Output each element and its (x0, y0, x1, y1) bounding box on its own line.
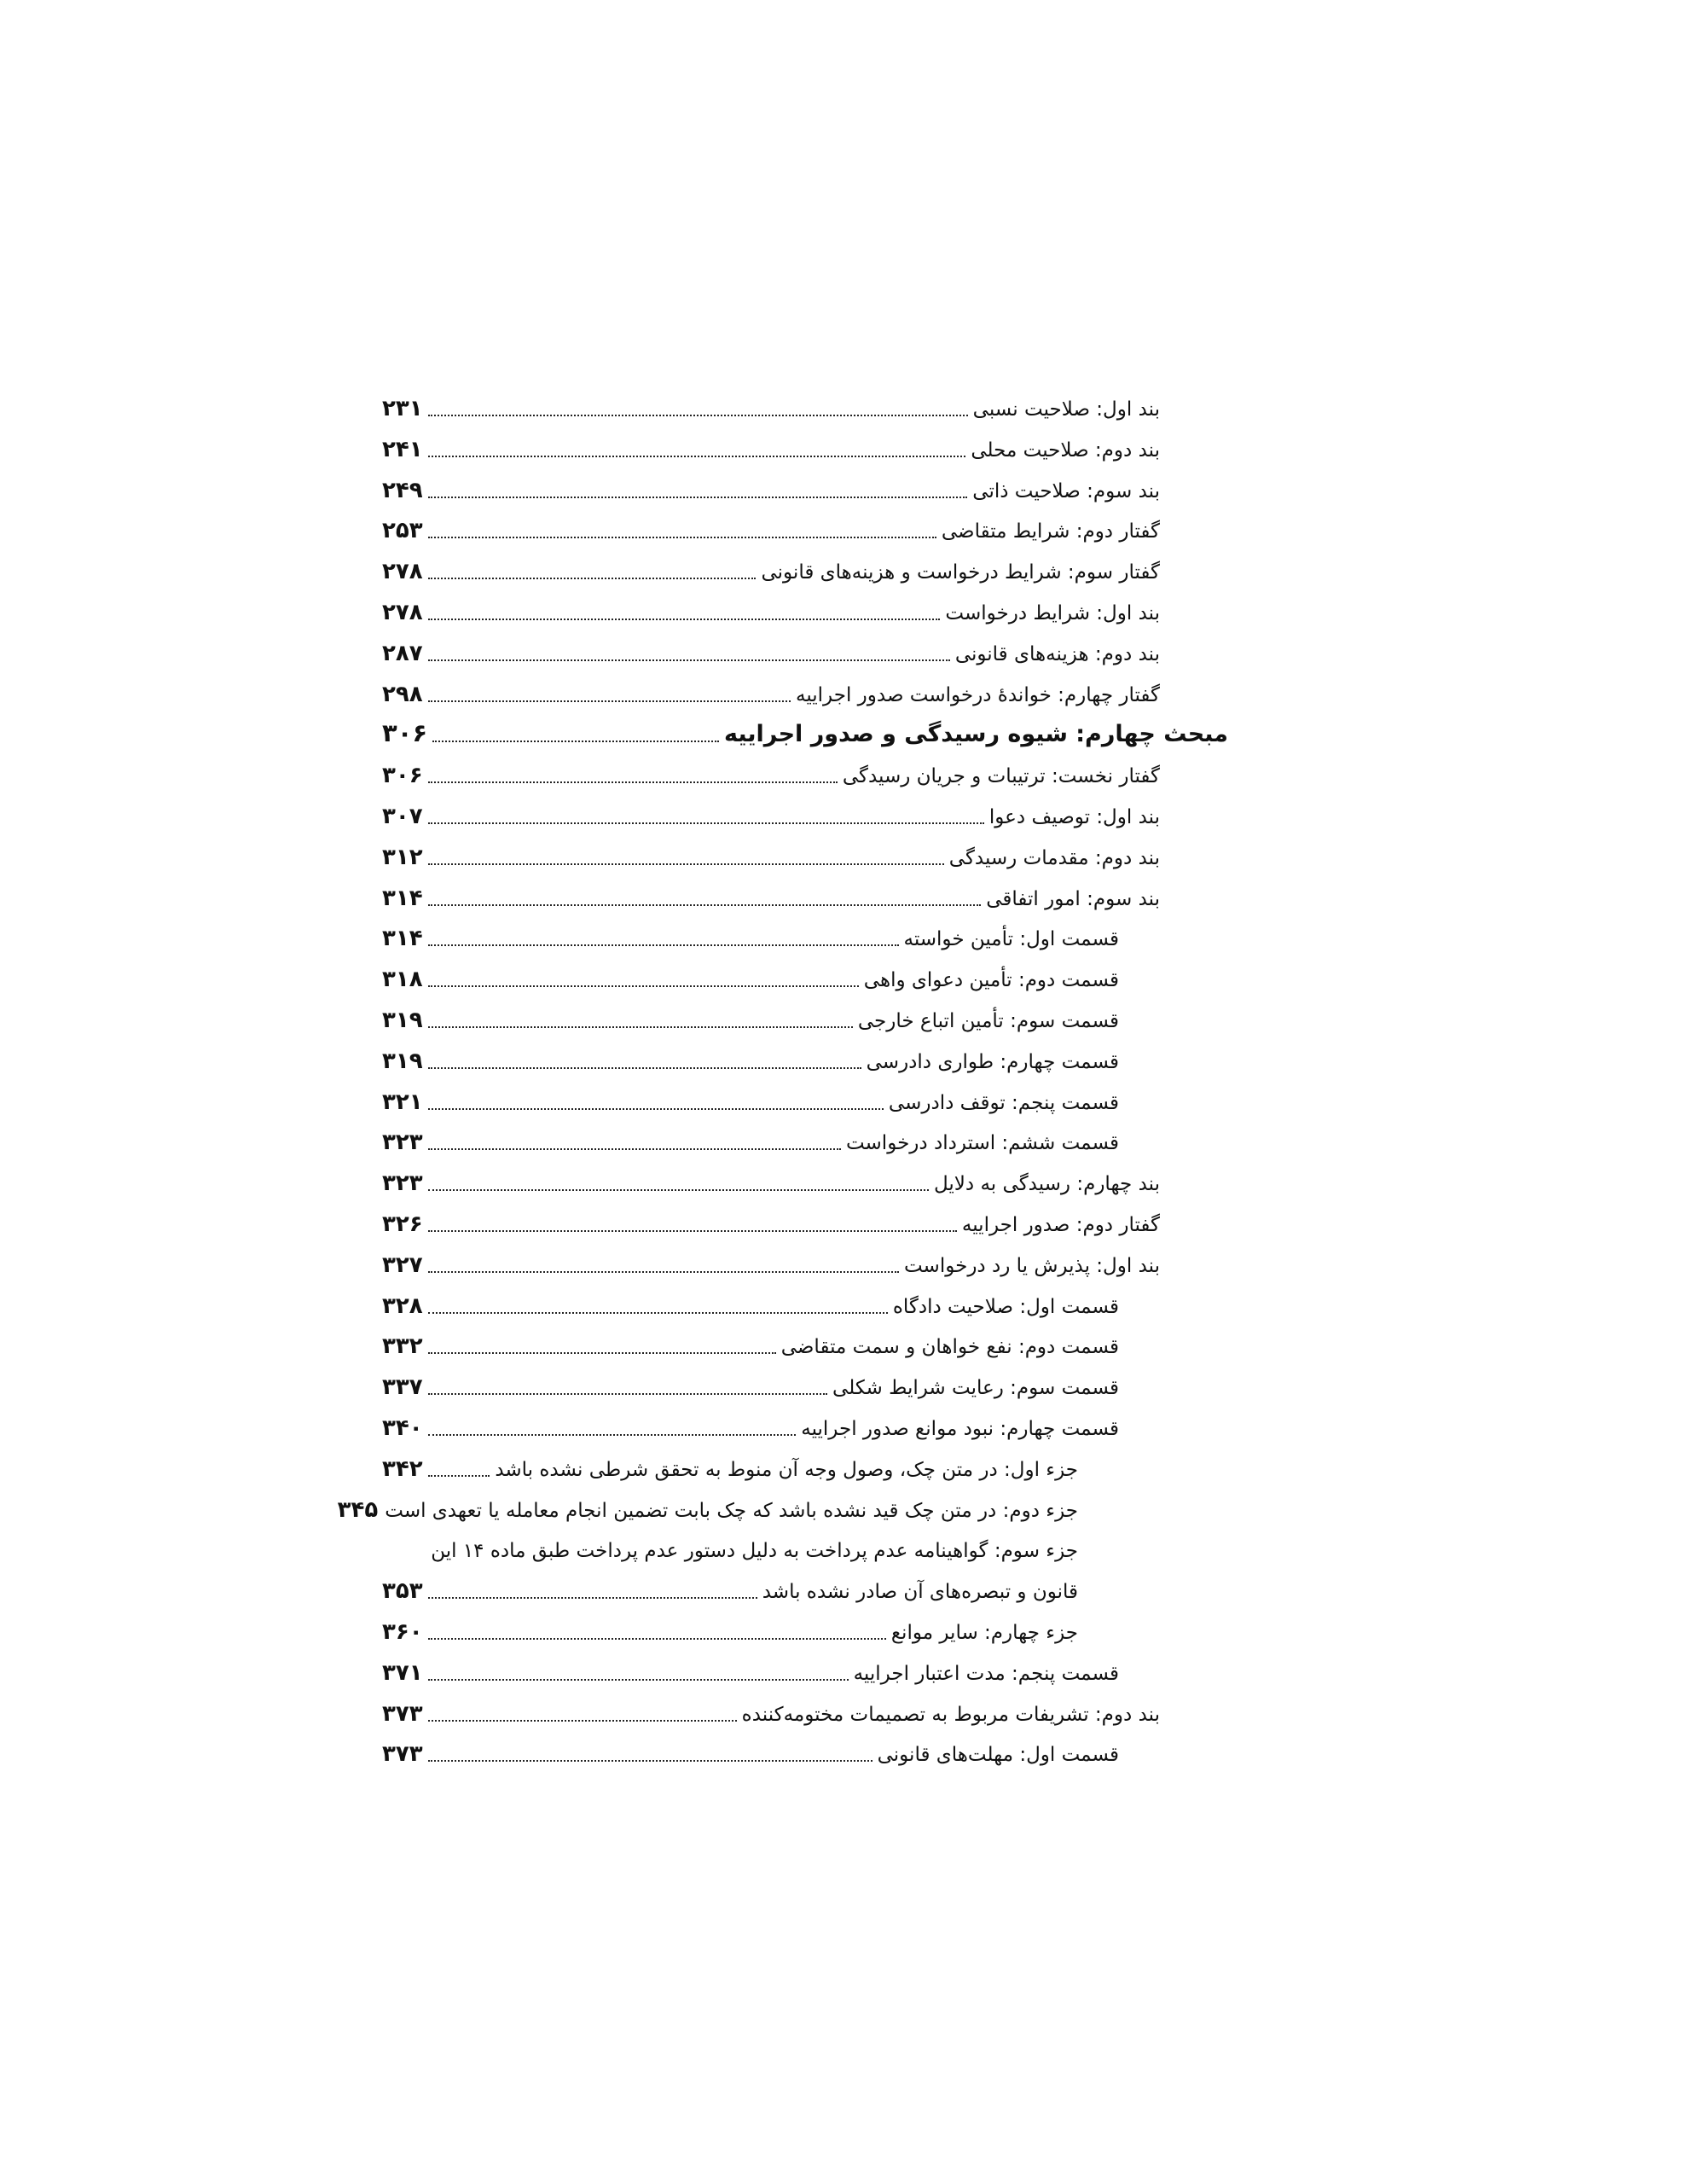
toc-entry-page: ۳۰۶ (382, 762, 423, 788)
toc-entry (382, 551, 1160, 585)
toc-entry (382, 1245, 1160, 1279)
toc-entry-page: ۳۲۷ (382, 1252, 423, 1278)
toc-entry-page: ۳۷۳ (382, 1700, 423, 1727)
toc-entry (382, 510, 1160, 544)
toc-entry-page: ۳۱۴ (382, 925, 423, 951)
toc-entry-title: قسمت اول: صلاحیت دادگاه (892, 1296, 1119, 1319)
toc-entry (382, 1286, 1119, 1320)
toc-entry-page: ۳۱۹ (382, 1048, 423, 1074)
dot-leader (432, 741, 719, 742)
toc-entry-title: جزء چهارم: سایر موانع (890, 1622, 1078, 1645)
toc-entry-title: بند دوم: مقدمات رسیدگی (948, 847, 1160, 870)
toc-entry (382, 959, 1119, 993)
toc-entry-page: ۳۴۵ (337, 1496, 379, 1523)
toc-entry-title: جزء اول: در متن چک، وصول وجه آن منوط به تحقق شرطی نشده باشد (495, 1459, 1078, 1482)
toc-entry-title: مبحث چهارم: شیوه رسیدگی و صدور اجراییه (724, 720, 1228, 747)
toc-entry-title: بند دوم: تشریفات مربوط به تصمیمات مختومه‌کننده (741, 1704, 1160, 1727)
toc-entry (382, 1082, 1119, 1116)
toc-entry-page: ۳۶۰ (382, 1618, 423, 1645)
toc-entry-title: جزء سوم: گواهینامه عدم پرداخت به دلیل دستور عدم پرداخت طبق ماده ۱۴ این (431, 1540, 1078, 1563)
toc-entry-title: قسمت ششم: استرداد درخواست (845, 1132, 1119, 1155)
dot-leader (428, 1679, 849, 1681)
toc-entry-title: بند سوم: امور اتفاقی (986, 888, 1160, 911)
toc-entry (382, 1041, 1119, 1075)
toc-entry (382, 1734, 1119, 1768)
toc-entry-title: قانون و تبصره‌های آن صادر نشده باشد (762, 1581, 1078, 1604)
toc-entry-page: ۳۱۹ (382, 1007, 423, 1033)
toc-entry-title: قسمت اول: تأمین خواسته (903, 928, 1119, 951)
toc-entry (382, 1122, 1119, 1156)
dot-leader (428, 1475, 490, 1477)
toc-entry-page: ۳۴۲ (382, 1455, 423, 1482)
toc-entry-page: ۳۲۱ (382, 1089, 423, 1115)
dot-leader (428, 1148, 841, 1150)
toc-entry (382, 1204, 1160, 1238)
toc-entry-title: بند سوم: صلاحیت ذاتی (972, 480, 1160, 503)
toc-entry-page: ۲۷۸ (382, 599, 423, 625)
toc-entry-page: ۲۳۱ (382, 395, 423, 421)
toc-entry (382, 755, 1160, 789)
toc-entry-title: بند اول: پذیرش یا رد درخواست (903, 1255, 1160, 1278)
toc-entry-title: بند اول: شرایط درخواست (945, 602, 1160, 625)
toc-entry (382, 674, 1160, 708)
dot-leader (428, 456, 966, 457)
toc-entry (382, 1612, 1078, 1646)
dot-leader (428, 415, 968, 416)
dot-leader (428, 1108, 884, 1110)
dot-leader (428, 497, 968, 498)
toc-entry-page: ۳۵۳ (382, 1577, 423, 1604)
dot-leader (428, 1312, 888, 1314)
toc-entry (382, 837, 1160, 871)
dot-leader (428, 1760, 872, 1762)
toc-entry-page: ۲۷۸ (382, 558, 423, 584)
dot-leader (428, 1271, 899, 1273)
toc-entry (382, 1693, 1160, 1728)
toc-entry-page: ۳۰۷ (382, 803, 423, 829)
toc-entry-title: بند چهارم: رسیدگی به دلایل (933, 1173, 1160, 1196)
dot-leader (428, 619, 941, 620)
dot-leader (428, 1026, 853, 1028)
toc-entry-title: قسمت چهارم: نبود موانع صدور اجراییه (801, 1418, 1119, 1441)
toc-entry-title: گفتار نخست: ترتیبات و جریان رسیدگی (842, 765, 1160, 788)
toc-entry-page: ۲۴۱ (382, 436, 423, 462)
toc-entry-title: قسمت اول: مهلت‌های قانونی (877, 1744, 1119, 1767)
toc-entry-page: ۲۸۷ (382, 640, 423, 666)
toc-entry-title: قسمت پنجم: مدت اعتبار اجراییه (853, 1663, 1119, 1686)
toc-entry-page: ۳۲۸ (382, 1292, 423, 1319)
toc-entry-page: ۳۱۸ (382, 966, 423, 992)
dot-leader (428, 904, 982, 906)
toc-entry (382, 1163, 1160, 1197)
toc-entry (382, 470, 1160, 504)
toc-entry (382, 429, 1160, 463)
toc-entry-title: گفتار دوم: صدور اجراییه (961, 1214, 1160, 1237)
toc-entry (337, 1490, 1078, 1524)
toc-entry-title: گفتار دوم: شرایط متقاضی (941, 520, 1160, 543)
toc-entry-page: ۲۴۹ (382, 477, 423, 503)
toc-entry-title: گفتار چهارم: خواندهٔ درخواست صدور اجراییه (795, 684, 1160, 707)
toc-entry (382, 1653, 1119, 1687)
toc-entry (382, 592, 1160, 626)
dot-leader (428, 659, 950, 661)
toc-entry-title: بند اول: صلاحیت نسبی (972, 398, 1160, 421)
toc-entry-page: ۳۱۴ (382, 885, 423, 911)
toc-entry-page: ۳۱۲ (382, 844, 423, 870)
dot-leader (428, 1720, 737, 1722)
toc-entry-page: ۳۷۳ (382, 1740, 423, 1767)
toc-entry (382, 714, 1228, 748)
dot-leader (428, 1393, 827, 1395)
toc-entry-title: قسمت دوم: نفع خواهان و سمت متقاضی (780, 1336, 1119, 1359)
dot-leader (428, 985, 859, 987)
dot-leader (428, 700, 791, 702)
toc-entry-title: قسمت دوم: تأمین دعوای واهی (863, 969, 1119, 992)
dot-leader (428, 1638, 886, 1640)
toc-entry-page: ۳۲۶ (382, 1211, 423, 1237)
toc-entry-page: ۳۷۱ (382, 1659, 423, 1686)
dot-leader (428, 1067, 861, 1069)
dot-leader (428, 1597, 757, 1599)
toc-entry-page: ۳۳۲ (382, 1333, 423, 1359)
toc-entry-title: بند دوم: صلاحیت محلی (971, 439, 1160, 462)
toc-entry (382, 1000, 1119, 1034)
toc-entry (382, 1571, 1078, 1605)
toc-entry-page: ۲۵۳ (382, 517, 423, 543)
dot-leader (428, 1189, 929, 1191)
toc-entry-title: گفتار سوم: شرایط درخواست و هزینه‌های قانونی (761, 561, 1160, 584)
dot-leader (428, 537, 936, 538)
toc-entry (382, 1367, 1119, 1401)
toc-entry-page: ۳۲۳ (382, 1170, 423, 1196)
toc-entry (382, 1326, 1119, 1360)
dot-leader (428, 1434, 797, 1436)
toc-entry (382, 388, 1160, 422)
toc-entry-page: ۳۳۷ (382, 1374, 423, 1400)
dot-leader (428, 944, 899, 946)
toc-entry-title: قسمت چهارم: طواری دادرسی (866, 1051, 1119, 1074)
toc-entry (382, 918, 1119, 952)
toc-entry-page: ۳۴۰ (382, 1414, 423, 1441)
dot-leader (428, 578, 757, 579)
dot-leader (428, 1352, 776, 1354)
toc-entry (382, 633, 1160, 667)
toc-entry-title: جزء دوم: در متن چک قید نشده باشد که چک بابت تضمین انجام معامله یا تعهدی است (385, 1500, 1078, 1523)
dot-leader (428, 781, 838, 783)
toc-entry-page: ۳۰۶ (382, 718, 428, 748)
toc-entry (382, 1449, 1078, 1483)
toc-entry-page: ۲۹۸ (382, 681, 423, 707)
toc-entry (382, 878, 1160, 912)
dot-leader (428, 863, 944, 865)
toc-entry (382, 1408, 1119, 1442)
toc-entry (382, 1530, 1078, 1564)
toc-entry-title: بند دوم: هزینه‌های قانونی (954, 643, 1160, 666)
toc-entry-title: قسمت سوم: رعایت شرایط شکلی (832, 1377, 1119, 1400)
toc-entry-page: ۳۲۳ (382, 1129, 423, 1155)
toc-entry (382, 796, 1160, 830)
toc-entry-title: قسمت پنجم: توقف دادرسی (888, 1092, 1119, 1115)
dot-leader (428, 1230, 957, 1232)
toc-entry-title: بند اول: توصیف دعوا (988, 806, 1160, 829)
toc-entry-title: قسمت سوم: تأمین اتباع خارجی (857, 1010, 1119, 1033)
dot-leader (428, 822, 984, 824)
